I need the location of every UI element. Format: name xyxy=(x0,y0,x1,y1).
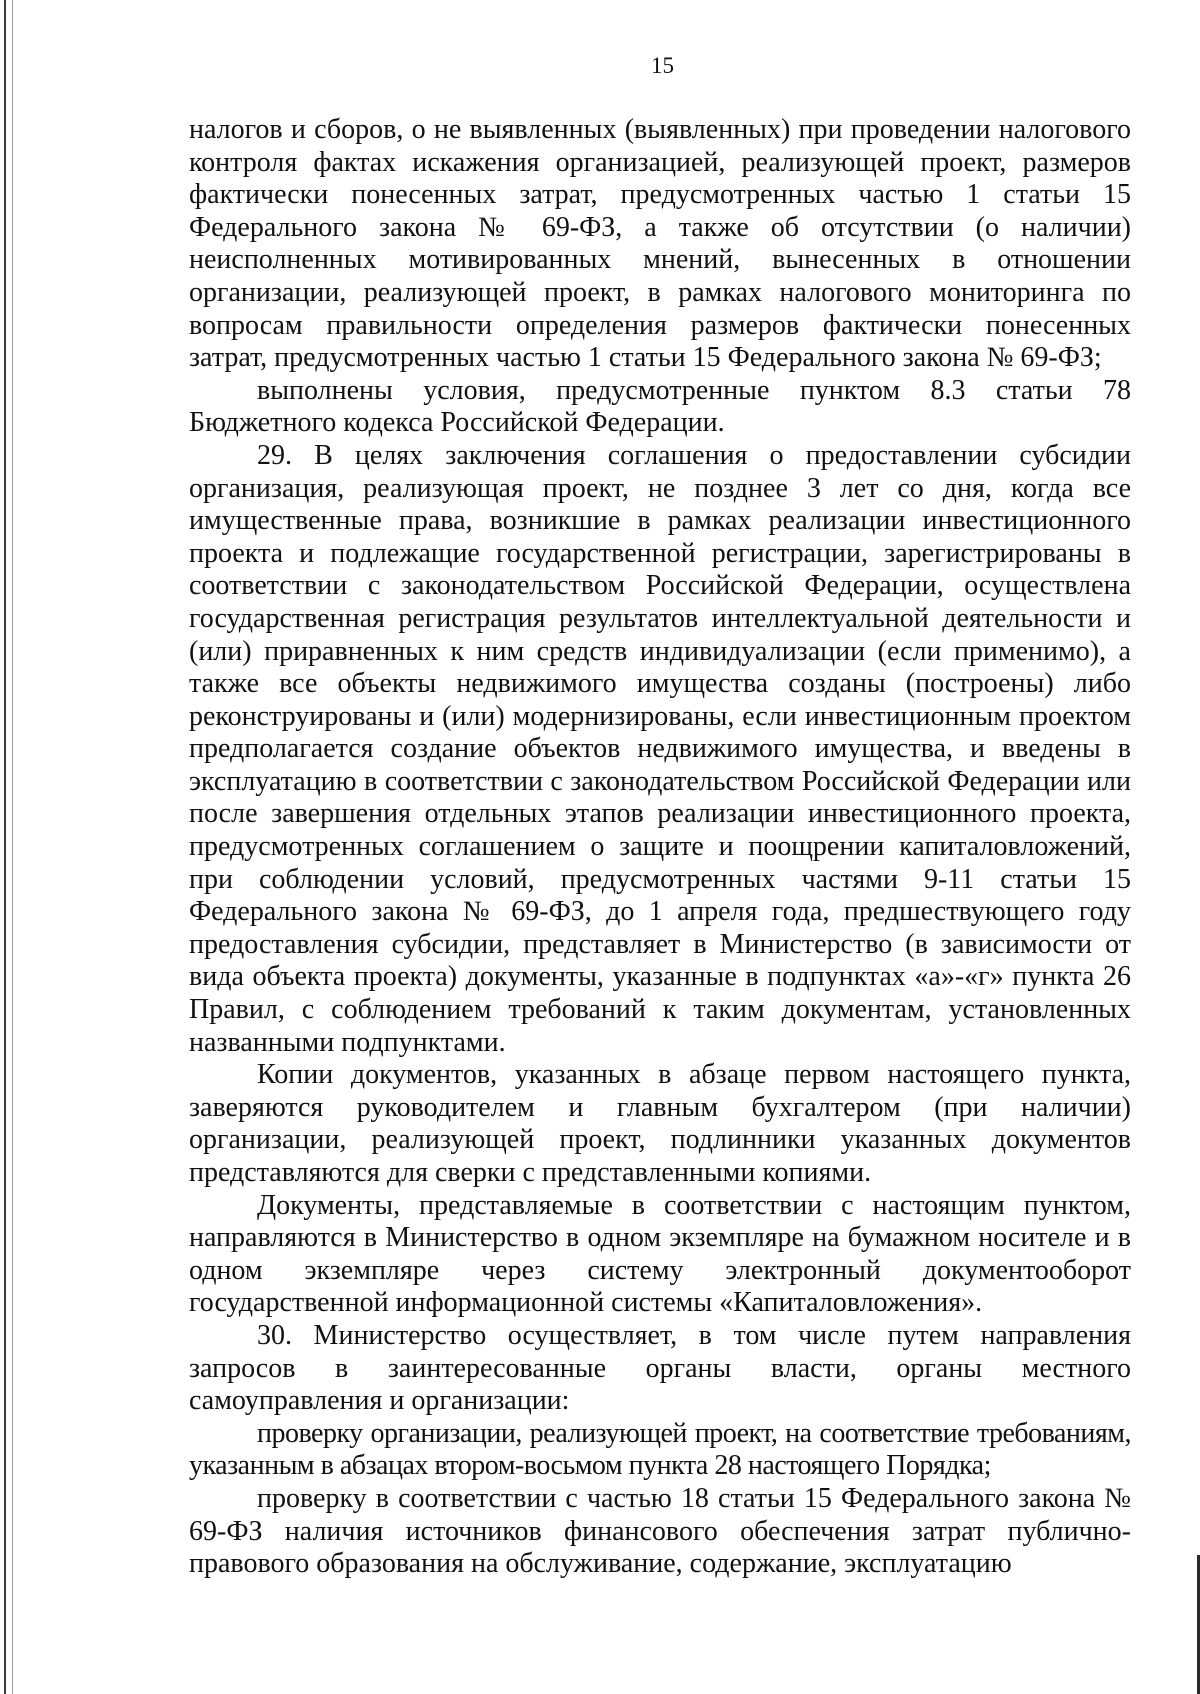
document-body xyxy=(189,114,1131,1581)
paragraph-1: налогов и сборов, о не выявленных (выявленных) при проведении налогового контроля фактах искажения организацией, реализующей проект, размеров фактически понесенных затрат, предусмотренных частью 1 статьи 15 Федерального закона № 69-ФЗ, а также об отсутствии (о наличии) неисполненных мотивированных мнений, вынесенных в отношении организации, реализующей проект, в рамках налогового мониторинга по вопросам правильности определения размеров фактически понесенных затрат, предусмотренных частью 1 статьи 15 Федерального закона № 69-ФЗ; xyxy=(189,114,1131,374)
paragraph-6: 30. Министерство осуществляет, в том числе путем направления запросов в заинтересованные органы власти, органы местного самоуправления и организации: xyxy=(189,1319,1131,1417)
scan-edge-left xyxy=(4,0,6,1694)
scan-edge-left-inner xyxy=(12,0,13,1694)
page-number: 15 xyxy=(651,53,674,78)
paragraph-7: проверку организации, реализующей проект, на соответствие требованиям, указанным в абзацах втором-восьмом пункта 28 настоящего Порядка; xyxy=(189,1417,1131,1482)
paragraph-2: выполнены условия, предусмотренные пунктом 8.3 статьи 78 Бюджетного кодекса Российской Федерации. xyxy=(189,374,1131,439)
paragraph-3: 29. В целях заключения соглашения о предоставлении субсидии организация, реализующая проект, не позднее 3 лет со дня, когда все имущественные права, возникшие в рамках реализации инвестиционного проекта и подлежащие государственной регистрации, зарегистрированы в соответствии с законодательством Российской Федерации, осуществлена государственная регистрация результатов интеллектуальной деятельности и (или) приравненных к ним средств индивидуализации (если применимо), а также все объекты недвижимого имущества созданы (построены) либо реконструированы и (или) модернизированы, если инвестиционным проектом предполагается создание объектов недвижимого имущества, и введены в эксплуатацию в соответствии с законодательством Российской Федерации или после завершения отдельных этапов реализации инвестиционного проекта, предусмотренных соглашением о защите и поощрении капиталовложений, при соблюдении условий, предусмотренных частями 9-11 статьи 15 Федерального закона № 69-ФЗ, до 1 апреля года, предшествующего году предоставления субсидии, представляет в Министерство (в зависимости от вида объекта проекта) документы, указанные в подпунктах «а»-«г» пункта 26 Правил, с соблюдением требований к таким документам, установленных названными подпунктами. xyxy=(189,439,1131,1058)
paragraph-5: Документы, представляемые в соответствии с настоящим пунктом, направляются в Министерство в одном экземпляре на бумажном носителе и в одном экземпляре через систему электронный документооборот государственной информационной системы «Капиталовложения». xyxy=(189,1189,1131,1319)
paragraph-8: проверку в соответствии с частью 18 статьи 15 Федерального закона № 69-ФЗ наличия источников финансового обеспечения затрат публично-правового образования на обслуживание, содержание, эксплуатацию xyxy=(189,1482,1131,1580)
paragraph-4: Копии документов, указанных в абзаце первом настоящего пункта, заверяются руководителем и главным бухгалтером (при наличии) организации, реализующей проект, подлинники указанных документов представляются для сверки с представленными копиями. xyxy=(189,1059,1131,1188)
